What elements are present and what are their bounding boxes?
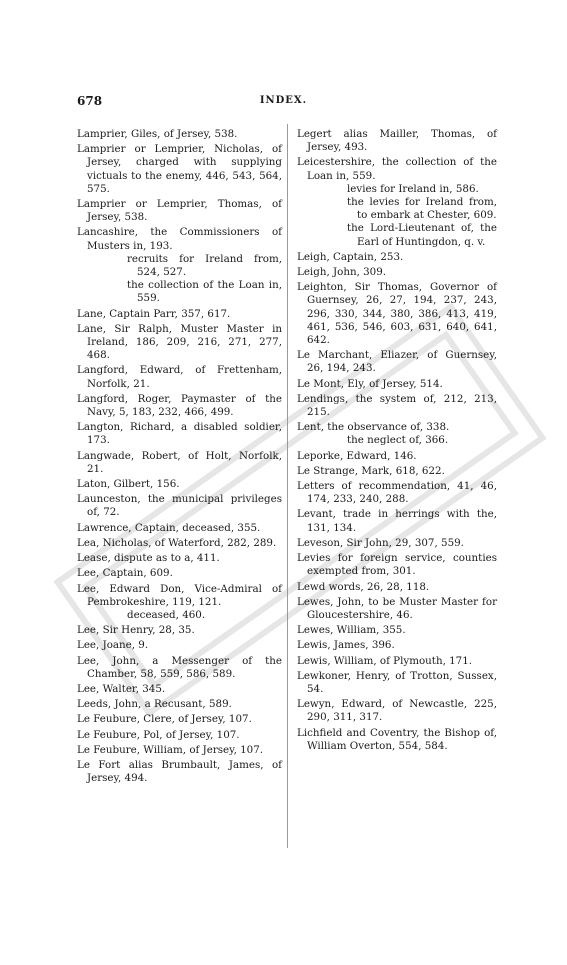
page-number: 678 [77,94,103,108]
index-entry-text: Leighton, Sir Thomas, Governor of Guernsey, 26, 27, 194, 237, 243, 296, 330, 344, 380, 386, 413, 419, 461, 536, 546, 603, 631, 640, 641, 642. [297,281,497,347]
index-entry [297,421,497,447]
index-entry-text: Lancashire, the Commissioners of Musters in, 193. [77,226,282,252]
index-entry [77,537,282,550]
index-entry [297,537,497,550]
index-entry-text: Leigh, Captain, 253. [297,250,404,263]
index-entry [297,156,497,248]
index-entry [77,729,282,742]
index-entry [297,624,497,637]
index-subentry: the levies for Ireland from, to embark at Chester, 609. [347,196,497,222]
index-entry [77,759,282,785]
index-entry-text: Le Marchant, Eliazer, of Guernsey, 26, 194, 243. [297,349,497,375]
index-entry [297,128,497,154]
index-column-left [77,128,282,787]
index-entry [77,698,282,711]
index-entry [77,522,282,535]
index-entry-text: Leveson, Sir John, 29, 307, 559. [297,536,464,549]
index-entry-text: Lane, Sir Ralph, Muster Master in Ireland, 186, 209, 216, 271, 277, 468. [77,322,282,362]
index-entry-text: Le Strange, Mark, 618, 622. [297,464,445,477]
index-entry [297,281,497,347]
index-entry [77,128,282,141]
index-entry [77,683,282,696]
index-entry [77,421,282,447]
index-entry [77,364,282,390]
index-entry-text: Lewes, John, to be Muster Master for Gloucestershire, 46. [297,595,497,621]
index-entry [77,552,282,565]
index-entry-text: Lewyn, Edward, of Newcastle, 225, 290, 311, 317. [297,698,497,724]
page-title: INDEX. [259,95,308,106]
index-entry-text: Lewis, William, of Plymouth, 171. [297,654,473,667]
index-entry [297,450,497,463]
index-entry-text: Langford, Roger, Paymaster of the Navy, 5, 183, 232, 466, 499. [77,392,282,419]
index-entry-text: Lamprier or Lemprier, Thomas, of Jersey, 538. [77,198,282,224]
index-entry-text: Le Fort alias Brumbault, James, of Jersey, 494. [77,758,282,785]
index-entry-text: Leeds, John, a Recusant, 589. [77,698,232,711]
index-entry [77,308,282,321]
index-entry [297,670,497,696]
index-entry-text: Langford, Edward, of Frettenham, Norfolk, 21. [77,364,282,390]
index-entry-text: Legert alias Mailler, Thomas, of Jersey, 493. [297,128,497,154]
index-entry-text: Lee, Edward Don, Vice-Admiral of Pembrokeshire, 119, 121. [77,582,282,608]
index-column-right [297,128,497,755]
index-entry-text: Lamprier or Lemprier, Nicholas, of Jersey, charged with supplying victuals to the enemy, 446, 543, 564, 575. [77,143,282,195]
index-entry-text: Lendings, the system of, 212, 213, 215. [297,392,497,419]
index-entry [77,583,282,623]
index-entry-text: Leigh, John, 309. [297,266,387,279]
index-entry [297,266,497,279]
index-entry [77,624,282,637]
index-entry-text: Letters of recommendation, 41, 46, 174, 233, 240, 288. [297,480,497,506]
index-entry-text: Lewd words, 26, 28, 118. [297,580,430,593]
index-entry-text: Launceston, the municipal privileges of, 72. [77,493,282,519]
index-entry [297,378,497,391]
index-entry-text: Langton, Richard, a disabled soldier, 173. [77,421,282,447]
index-entry [77,493,282,519]
index-entry-text: Lawrence, Captain, deceased, 355. [77,521,261,534]
index-entry [77,323,282,363]
index-entry [297,639,497,652]
index-subentry: levies for Ireland in, 586. [347,182,479,195]
index-entry-text: Le Feubure, Pol, of Jersey, 107. [77,728,240,741]
index-entry-text: Lee, Walter, 345. [77,682,166,695]
index-entry-text: Lee, Captain, 609. [77,567,173,580]
index-entry [77,567,282,580]
index-entry-text: Lane, Captain Parr, 357, 617. [77,307,231,320]
index-entry [297,508,497,534]
index-entry [77,450,282,476]
index-entry [297,349,497,375]
index-entry [297,480,497,506]
index-entry-text: Levies for foreign service, counties exempted from, 301. [297,552,497,578]
index-entry [77,393,282,419]
index-entry [297,251,497,264]
index-subentry: deceased, 460. [127,608,206,621]
index-subentry: recruits for Ireland from, 524, 527. [127,252,282,279]
index-entry-text: Le Mont, Ely, of Jersey, 514. [297,377,443,390]
index-entry-text: Lee, Joane, 9. [77,639,149,652]
index-subentry: the collection of the Loan in, 559. [127,279,282,305]
index-entry-text: Lamprier, Giles, of Jersey, 538. [77,128,238,140]
index-entry [77,744,282,757]
index-entry [77,478,282,491]
index-entry [297,552,497,578]
index-entry-text: Lewkoner, Henry, of Trotton, Sussex, 54. [297,669,497,695]
index-entry [297,465,497,478]
index-entry-text: Lee, John, a Messenger of the Chamber, 58, 559, 586, 589. [77,654,282,680]
index-entry [297,655,497,668]
index-entry [297,393,497,419]
index-entry [297,698,497,724]
index-entry [297,596,497,622]
index-entry-text: Lease, dispute as to a, 411. [77,552,220,565]
index-entry [77,143,282,196]
index-entry-text: Laton, Gilbert, 156. [77,478,180,491]
column-divider [287,124,288,848]
index-entry-text: Levant, trade in herrings with the, 131, 134. [297,508,497,534]
index-entry-text: Le Feubure, Clere, of Jersey, 107. [77,713,252,726]
index-entry [77,198,282,224]
index-entry [297,727,497,753]
index-entry-text: Lewis, James, 396. [297,639,395,652]
index-entry-text: Le Feubure, William, of Jersey, 107. [77,743,264,756]
index-entry [77,226,282,305]
index-entry-text: Lee, Sir Henry, 28, 35. [77,624,195,637]
index-entry-text: Langwade, Robert, of Holt, Norfolk, 21. [77,449,282,475]
index-entry-text: Lea, Nicholas, of Waterford, 282, 289. [77,536,277,549]
index-entry-text: Lent, the observance of, 338. [297,421,450,434]
index-entry [297,581,497,594]
index-entry [77,639,282,652]
index-entry-text: Leicestershire, the collection of the Loan in, 559. [297,156,497,182]
index-entry-text: Lewes, William, 355. [297,624,406,637]
index-subentry: the neglect of, 366. [347,434,449,447]
index-entry-text: Lichfield and Coventry, the Bishop of, William Overton, 554, 584. [297,726,497,752]
index-entry [77,655,282,681]
index-entry [77,713,282,726]
index-subentry: the Lord-Lieutenant of, the Earl of Huntingdon, q. v. [347,222,497,248]
index-entry-text: Leporke, Edward, 146. [297,449,417,462]
